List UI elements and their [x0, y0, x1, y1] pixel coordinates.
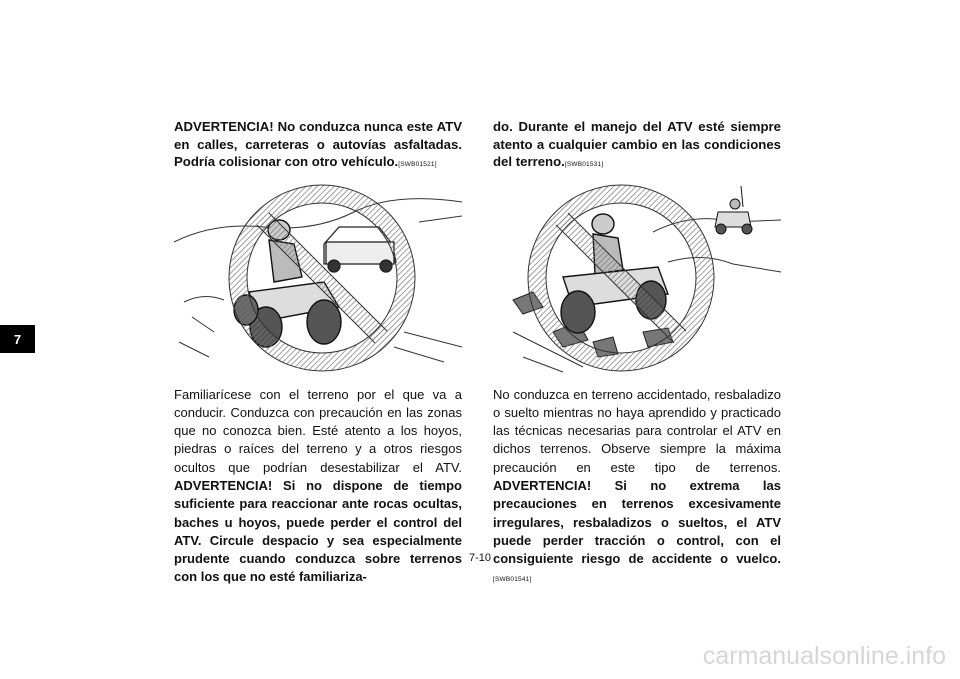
warning-hidden-obstacles: ADVERTENCIA! Si no dispone de tiempo suficiente para reaccionar ante rocas ocultas, baches u hoyos, puede perder el control del ATV. Circule despacio y sea especialmente prudente cuando conduzca sobre terrenos con los que no esté familiariza-: [174, 477, 462, 585]
chapter-number: 7: [13, 331, 22, 347]
no-paved-roads-figure: [174, 182, 462, 374]
warning-code: [SWB01521]: [398, 161, 437, 168]
warning-code: [SWB01531]: [564, 161, 604, 168]
page-number: 7-10: [468, 552, 492, 564]
chapter-tab: [0, 325, 35, 353]
warning-rough-terrain: ADVERTENCIA! Si no extrema las precauciones en terrenos excesivamente irregulares, resbaladizos o sueltos, el ATV puede perder tracción o control, con el consiguiente riesgo de accidente o vuelco.: [493, 477, 781, 567]
watermark: carmanualsonline.info: [702, 642, 946, 670]
no-atv-on-paved-roads-icon: [174, 182, 462, 374]
left-column: [174, 118, 462, 587]
warning-terrain-changes: do. Durante el manejo del ATV esté siempre atento a cualquier cambio en las condiciones del terreno.[SWB01531]: [493, 119, 781, 169]
warning-paved-roads: ADVERTENCIA! No conduzca nunca este ATV en calles, carreteras o autovías asfaltadas. Podría colisionar con otro vehículo.[SWB01521]: [174, 119, 462, 169]
rough-terrain-paragraph: No conduzca en terreno accidentado, resbaladizo o suelto mientras no haya aprendido y practicado las técnicas necesarias para controlar el ATV en dichos terrenos. Observe siempre la máxima precaución en este tipo de terrenos. ADVERTENCIA! Si no extrema las precauciones en terrenos excesivamente irregulares, resbaladizos o sueltos, el ATV puede perder tracción o control, con el consiguiente riesgo de accidente o vuelco.[SWB01541]: [493, 386, 781, 584]
no-rough-terrain-figure: [493, 182, 781, 374]
no-atv-on-rough-terrain-icon: [493, 182, 781, 374]
right-column: [493, 118, 781, 590]
warning-code: [SWB01541]: [493, 576, 532, 584]
terrain-paragraph: Familiarícese con el terreno por el que va a conducir. Conduzca con precaución en las zonas que no conozca bien. Esté atento a los hoyos, piedras o raíces del terreno y a otros riesgos ocultos que podrían desestabilizar el ATV. ADVERTENCIA! Si no dispone de tiempo suficiente para reaccionar ante rocas ocultas, baches u hoyos, puede perder el control del ATV. Circule despacio y sea especialmente prudente cuando conduzca sobre terrenos con los que no esté familiariza-: [174, 386, 462, 585]
